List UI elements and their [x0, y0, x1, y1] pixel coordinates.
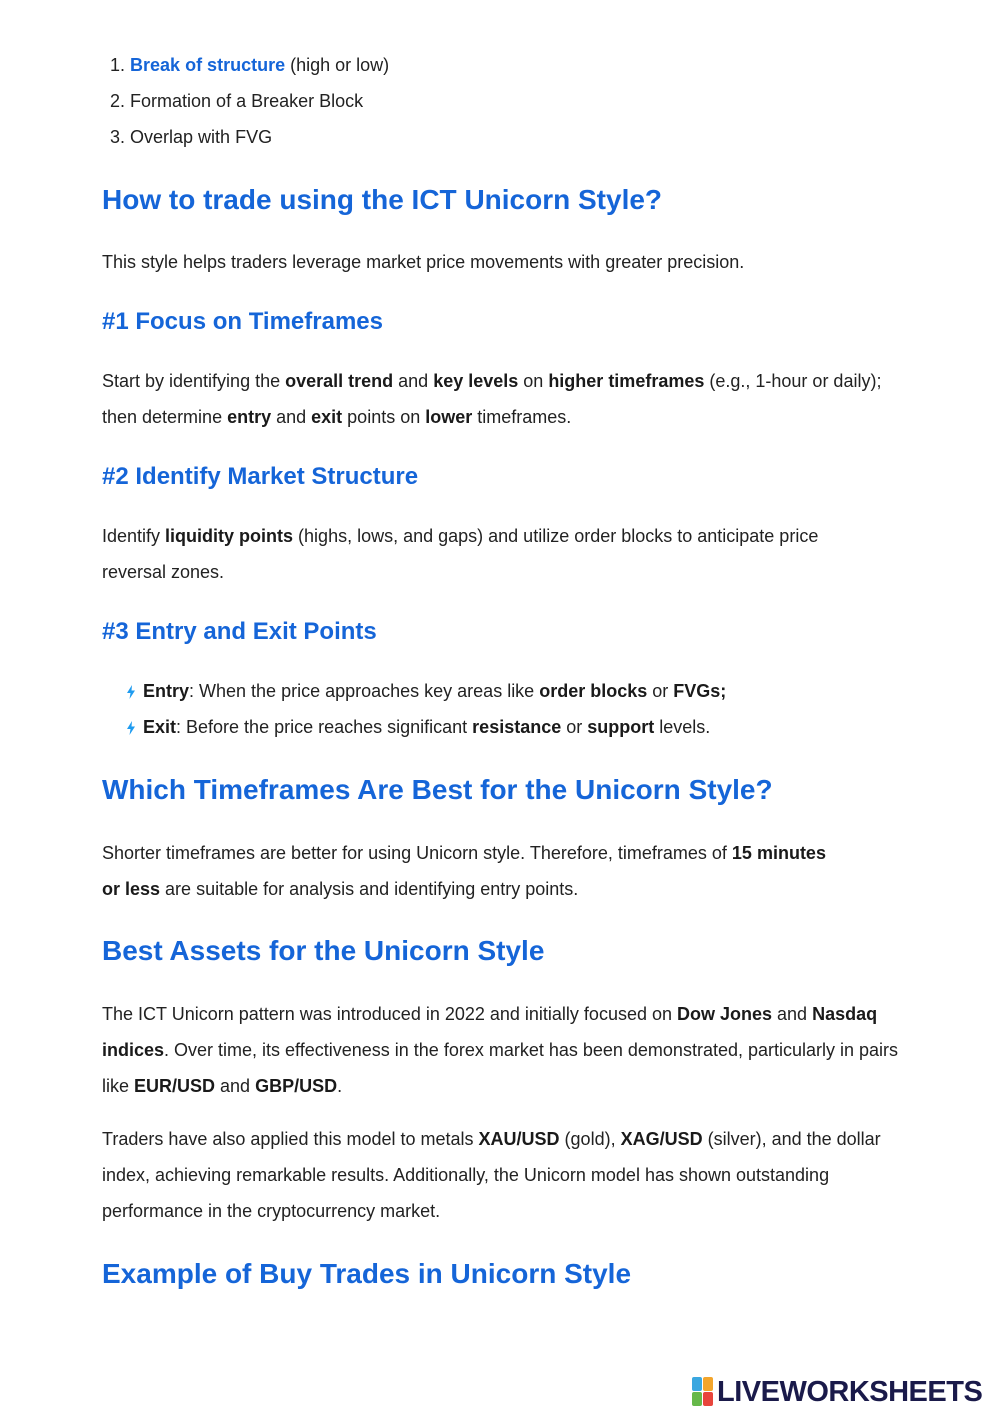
list-item-entry: Entry: When the price approaches key areas like order blocks or FVGs;	[126, 673, 726, 709]
numbered-list	[110, 47, 389, 155]
paragraph-how-to-trade: This style helps traders leverage market price movements with greater precision.	[102, 252, 745, 272]
break-of-structure-link[interactable]: Break of structure	[130, 55, 286, 75]
heading-which-timeframes: Which Timeframes Are Best for the Unicorn Style?	[102, 774, 773, 805]
paragraph-best-assets-2: Traders have also applied this model to metals XAU/USD (gold), XAG/USD (silver), and the dollar index, achieving remarkable results. Additionally, the Unicorn model has shown outstanding performance in the cryptocurrency market.	[102, 1129, 881, 1221]
liveworksheets-logo-icon	[692, 1377, 714, 1407]
paragraph-market-structure: Identify liquidity points (highs, lows, and gaps) and utilize order blocks to anticipate price reversal zones.	[102, 526, 819, 582]
paragraph-focus-timeframes: Start by identifying the overall trend and key levels on higher timeframes (e.g., 1-hour or daily); then determine entry and exit points on lower timeframes.	[102, 371, 882, 427]
list-item: 1. Break of structure (high or low)	[110, 55, 390, 75]
heading-buy-example: Example of Buy Trades in Unicorn Style	[102, 1258, 632, 1289]
heading-market-structure: #2 Identify Market Structure	[102, 463, 419, 490]
liveworksheets-logo	[692, 1372, 982, 1412]
heading-entry-exit: #3 Entry and Exit Points	[102, 618, 377, 645]
list-item: 2. Formation of a Breaker Block	[110, 91, 364, 111]
logo-text: LIVEWORKSHEETS	[717, 1375, 983, 1408]
entry-exit-list	[126, 673, 726, 745]
paragraph-which-timeframes: Shorter timeframes are better for using Unicorn style. Therefore, timeframes of 15 minutes or less are suitable for analysis and identifying entry points.	[102, 843, 826, 899]
paragraph-best-assets-1: The ICT Unicorn pattern was introduced in 2022 and initially focused on Dow Jones and Nasdaq indices. Over time, its effectiveness in the forex market has been demonstrated, particularly in pairs like EUR/USD and GBP/USD.	[102, 1004, 899, 1096]
lightning-bolt-icon	[126, 721, 136, 735]
heading-best-assets: Best Assets for the Unicorn Style	[102, 935, 545, 966]
heading-how-to-trade: How to trade using the ICT Unicorn Style?	[102, 184, 663, 215]
heading-focus-timeframes: #1 Focus on Timeframes	[102, 308, 383, 335]
lightning-bolt-icon	[126, 685, 136, 699]
list-item-exit: Exit: Before the price reaches significant resistance or support levels.	[126, 709, 726, 745]
list-item: 3. Overlap with FVG	[110, 127, 273, 147]
